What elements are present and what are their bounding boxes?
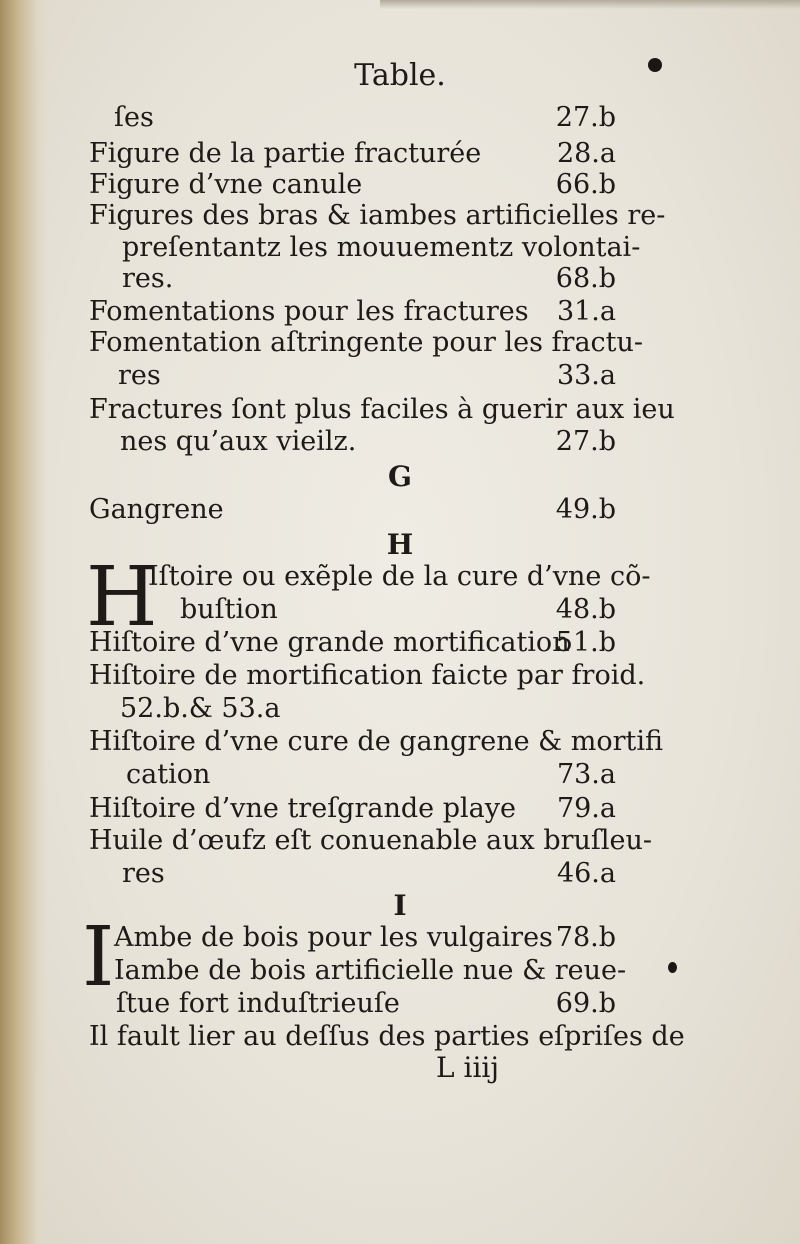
entry-page: 66.b: [555, 169, 616, 200]
entry-text: ſtue fort induſtrieuſe: [116, 988, 400, 1019]
entry-text: Figures des bras & iambes artificielles re-: [89, 200, 666, 231]
entry-page: 31.a: [556, 296, 616, 327]
entry-page: 69.b: [555, 988, 616, 1019]
entry-text: res: [122, 858, 165, 889]
entry-page: 68.b: [555, 263, 616, 294]
entry-text: Il fault lier au deſſus des parties eſpriſes de: [89, 1021, 685, 1052]
entry-text: Hiſtoire d’vne cure de gangrene & mortifi: [89, 726, 664, 757]
entry-text: Figure d’vne canule: [89, 169, 363, 200]
entry-text: Iambe de bois artificielle nue & reue-: [114, 955, 627, 986]
entry-text: ſes: [114, 102, 154, 133]
entry-page: 49.b: [555, 494, 616, 525]
entry-text: 52.b.& 53.a: [120, 693, 281, 724]
entry-text: preſentantz les mouuementz volontai-: [122, 232, 641, 263]
page-header: Table.: [354, 58, 446, 93]
entry-text: nes qu’aux vieilz.: [120, 426, 357, 457]
entry-page: 73.a: [556, 759, 616, 790]
entry-page: 48.b: [555, 594, 616, 625]
entry-page: 27.b: [555, 426, 616, 457]
entry-text: Fractures ſont plus faciles à guerir aux ieu: [89, 394, 675, 425]
entry-text: Hiſtoire d’vne grande mortification: [89, 627, 570, 658]
entry-text: Fomentations pour les fractures: [89, 296, 529, 327]
entry-text: Ambe de bois pour les vulgaires: [114, 922, 553, 953]
entry-page: 79.a: [556, 793, 616, 824]
section-letter-i: I: [393, 889, 407, 922]
section-letter-g: G: [388, 460, 412, 493]
signature-mark: L iiij: [436, 1051, 500, 1084]
entry-text: Gangrene: [89, 494, 224, 525]
entry-page: 27.b: [555, 102, 616, 133]
drop-cap-i: I: [82, 910, 115, 1005]
entry-text: res.: [122, 263, 174, 294]
entry-text: Hiſtoire d’vne treſgrande playe: [89, 793, 516, 824]
page-top-edge: [380, 0, 800, 9]
entry-text: res: [118, 360, 161, 391]
entry-text: cation: [126, 759, 211, 790]
entry-page: 78.b: [555, 922, 616, 953]
entry-text: Iſtoire ou exẽple de la cure d’vne cõ-: [148, 561, 651, 592]
section-letter-h: H: [386, 528, 414, 561]
entry-page: 33.a: [556, 360, 616, 391]
entry-page: 28.a: [556, 138, 616, 169]
entry-text: Fomentation aſtringente pour les fractu-: [89, 327, 644, 358]
entry-text: Figure de la partie fracturée: [89, 138, 482, 169]
entry-page: 51.b: [555, 627, 616, 658]
entry-text: buſtion: [180, 594, 278, 625]
entry-page: 46.a: [556, 858, 616, 889]
drop-cap-h: H: [86, 550, 158, 645]
entry-text: Huile d’œufz eſt conuenable aux bruſleu-: [89, 825, 653, 856]
entry-text: Hiſtoire de mortification faicte par froid.: [89, 660, 646, 691]
